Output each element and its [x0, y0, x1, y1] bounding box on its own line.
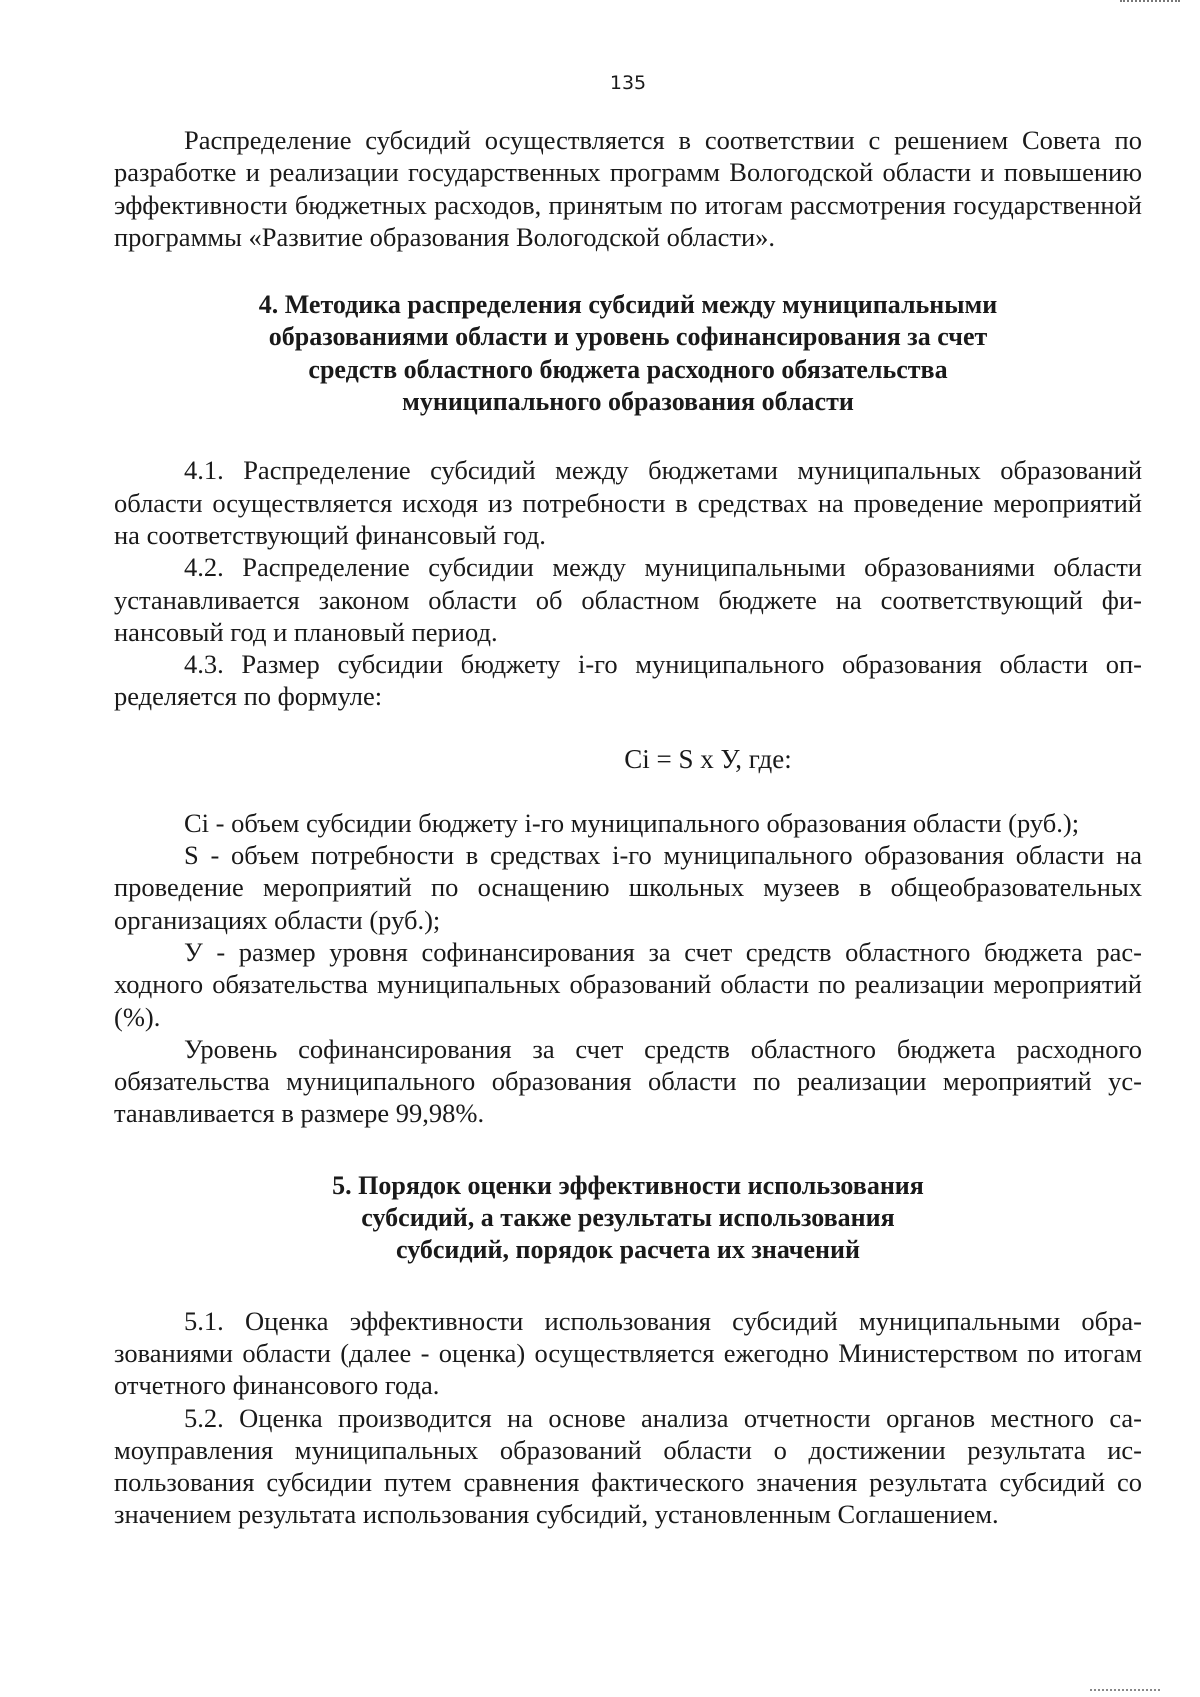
page-number: 135	[609, 72, 647, 94]
section-5-heading-line: 5. Порядок оценки эффективности использования	[332, 1170, 924, 1200]
section-5-heading-line: субсидий, а также результаты использования	[361, 1203, 895, 1233]
paragraph-4-3: 4.3. Размер субсидии бюджету i-го муниципального образования области определяется по формуле:	[114, 649, 1142, 712]
section-4-heading-line: муниципального образования области	[402, 387, 854, 417]
scan-artifact-bottom	[1090, 1685, 1160, 1691]
section-5-heading	[114, 1170, 1142, 1267]
cofinancing-level-paragraph: Уровень софинансирования за счет средств областного бюджета расходного обязательства муниципального образования области по реализации мероприятий устанавливается в размере 99,98%.	[114, 1033, 1142, 1129]
document-body	[114, 124, 1142, 1531]
paragraph-4-2: 4.2. Распределение субсидии между муниципальными образованиями области устанавливается законом области об областном бюджете на соответствующий финансовый год и плановый период.	[114, 552, 1142, 647]
definition-s: S - объем потребности в средствах i-го муниципального образования области на проведение мероприятий по оснащению школьных музеев в общеобразовательных организациях области (руб.);	[114, 840, 1142, 935]
scan-artifact-top	[1120, 0, 1180, 8]
paragraph-5-1: 5.1. Оценка эффективности использования субсидий муниципальными образованиями области (далее - оценка) осуществляется ежегодно Министерством по итогам отчетного финансового года.	[114, 1305, 1142, 1401]
paragraph-4-1: 4.1. Распределение субсидий между бюджетами муниципальных образований области осуществляется исходя из потребности в средствах на проведение мероприятий на соответствующий финансовый год.	[114, 455, 1142, 550]
section-4-heading	[114, 289, 1142, 418]
section-4-heading-line: образованиями области и уровень софинансирования за счет	[268, 322, 988, 352]
paragraph-5-2: 5.2. Оценка производится на основе анализа отчетности органов местного самоуправления муниципальных образований области о достижении результата использования субсидии путем сравнения фактического значения результата субсидий со значением результата использования субсидий, установленным Соглашением.	[114, 1402, 1142, 1530]
section-5-heading-line: субсидий, порядок расчета их значений	[396, 1235, 860, 1265]
section-4-heading-line: 4. Методика распределения субсидий между муниципальными	[258, 290, 998, 320]
definition-ci: Ci - объем субсидии бюджету i-го муниципального образования области (руб.);	[184, 807, 1080, 838]
formula: Ci = S x У, где:	[624, 743, 792, 774]
definition-u: У - размер уровня софинансирования за счет средств областного бюджета расходного обязательства муниципальных образований области по реализации мероприятий (%).	[114, 936, 1142, 1032]
intro-paragraph: Распределение субсидий осуществляется в соответствии с решением Совета по разработке и реализации государственных программ Вологодской области и повышению эффективности бюджетных расходов, принятым по итогам рассмотрения государственной программы «Развитие образования Вологодской области».	[114, 125, 1142, 252]
section-4-heading-line: средств областного бюджета расходного обязательства	[308, 354, 948, 384]
